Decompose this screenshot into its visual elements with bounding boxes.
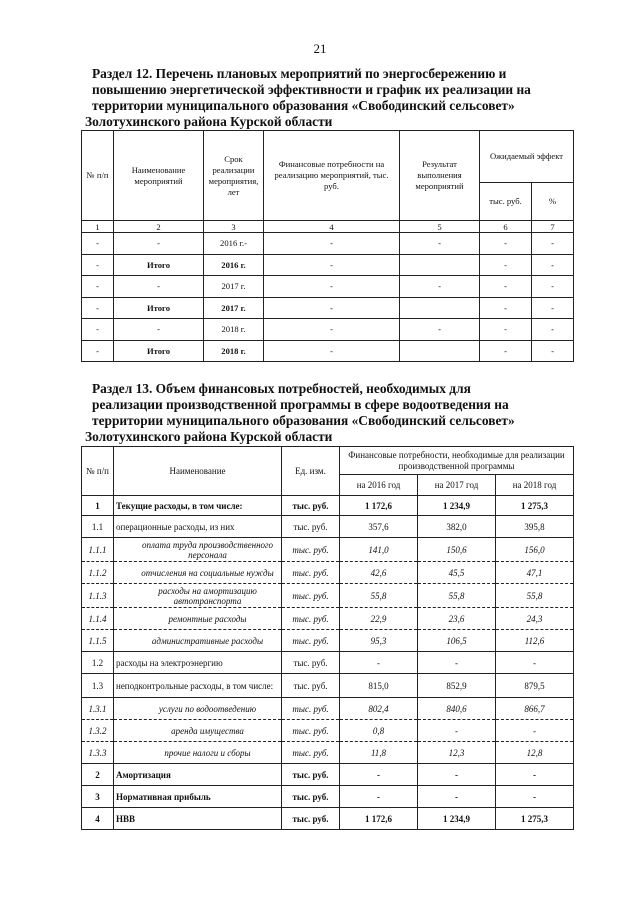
- t13-cell-unit: тыс. руб.: [282, 674, 340, 698]
- t12-cell: -: [82, 319, 114, 341]
- t12-cell: -: [82, 233, 114, 255]
- t13-cell-unit: тыс. руб.: [282, 608, 340, 630]
- t12-cell: 2018 г.: [204, 340, 264, 362]
- t13-cell-v2016: 22,9: [340, 608, 418, 630]
- t12-cell: -: [264, 254, 400, 276]
- t13-cell-v2018: 879,5: [496, 674, 574, 698]
- t13-cell-v2017: -: [418, 720, 496, 742]
- t13-row: [82, 496, 574, 516]
- t13-cell-v2018: 1 275,3: [496, 808, 574, 830]
- t13-cell-v2016: -: [340, 764, 418, 786]
- t13-cell-v2018: 156,0: [496, 538, 574, 562]
- t13-cell-num: 2: [82, 764, 114, 786]
- t12-cell: 2017 г.: [204, 297, 264, 319]
- t13-cell-v2017: -: [418, 764, 496, 786]
- t13-row: [82, 720, 574, 742]
- section12-title-line: территории муниципального образования «Свободинский сельсовет»: [92, 98, 515, 113]
- t13-cell-v2017: -: [418, 652, 496, 674]
- t13-cell-unit: тыс. руб.: [282, 496, 340, 516]
- t13-row: [82, 698, 574, 720]
- t13-cell-name: операционные расходы, из них: [114, 516, 282, 538]
- section13-title-line: Раздел 13. Объем финансовых потребностей, необходимых для: [92, 381, 471, 396]
- t12-row: [82, 233, 574, 255]
- t12-row: [82, 254, 574, 276]
- t13-cell-v2017: 23,6: [418, 608, 496, 630]
- t12-colnum: 1: [82, 221, 114, 233]
- t13-cell-v2018: 866,7: [496, 698, 574, 720]
- t12-cell: -: [532, 319, 574, 341]
- t12-header-term: Срок реализации мероприятия, лет: [204, 131, 264, 221]
- t12-cell: -: [264, 319, 400, 341]
- t13-cell-unit: тыс. руб.: [282, 630, 340, 652]
- t12-cell: 2017 г.: [204, 276, 264, 298]
- t13-cell-v2017: -: [418, 786, 496, 808]
- t12-cell: [400, 297, 480, 319]
- t13-row: [82, 608, 574, 630]
- t13-cell-v2018: 112,6: [496, 630, 574, 652]
- t12-cell: -: [264, 340, 400, 362]
- t13-cell-name: неподконтрольные расходы, в том числе:: [114, 674, 282, 698]
- t13-cell-name: отчисления на социальные нужды: [114, 562, 282, 584]
- t12-colnum: 6: [480, 221, 532, 233]
- section12-table: [81, 130, 574, 362]
- t13-row: [82, 808, 574, 830]
- t13-cell-v2017: 55,8: [418, 584, 496, 608]
- t13-cell-num: 1.3.1: [82, 698, 114, 720]
- t13-header-name: Наименование: [114, 447, 282, 496]
- t13-cell-name: НВВ: [114, 808, 282, 830]
- t13-cell-v2016: 55,8: [340, 584, 418, 608]
- t13-cell-num: 1.1: [82, 516, 114, 538]
- t13-cell-v2018: 395,8: [496, 516, 574, 538]
- t13-cell-unit: тыс. руб.: [282, 720, 340, 742]
- section12-title: [85, 66, 577, 130]
- t12-header-effect-rub: тыс. руб.: [480, 183, 532, 221]
- t13-cell-v2017: 106,5: [418, 630, 496, 652]
- t12-cell: [400, 340, 480, 362]
- section13-title-line: реализации производственной программы в сфере водоотведения на: [92, 397, 509, 412]
- t12-cell: [400, 254, 480, 276]
- t13-cell-name: расходы на амортизацию автотранспорта: [114, 584, 282, 608]
- t12-cell: -: [532, 233, 574, 255]
- t12-row: [82, 276, 574, 298]
- t13-cell-name: прочие налоги и сборы: [114, 742, 282, 764]
- t13-cell-unit: тыс. руб.: [282, 764, 340, 786]
- t12-cell: -: [480, 254, 532, 276]
- t12-row: [82, 319, 574, 341]
- t13-cell-v2018: 47,1: [496, 562, 574, 584]
- t12-cell: -: [400, 276, 480, 298]
- section12-title-line: повышению энергетической эффективности и график их реализации на: [92, 82, 531, 97]
- t12-header-effect-pct: %: [532, 183, 574, 221]
- t13-cell-v2017: 150,6: [418, 538, 496, 562]
- t12-header-name: Наименование мероприятий: [114, 131, 204, 221]
- t13-cell-name: административные расходы: [114, 630, 282, 652]
- t13-cell-num: 1.3.2: [82, 720, 114, 742]
- t13-cell-name: аренда имущества: [114, 720, 282, 742]
- section13-title: [85, 381, 577, 445]
- t13-cell-name: оплата труда производственного персонала: [114, 538, 282, 562]
- t12-row: [82, 340, 574, 362]
- section13-table: [81, 446, 574, 830]
- t13-header-2018: на 2018 год: [496, 475, 574, 496]
- t13-cell-unit: тыс. руб.: [282, 742, 340, 764]
- t12-cell: -: [532, 254, 574, 276]
- t12-cell: Итого: [114, 297, 204, 319]
- t12-cell: -: [264, 233, 400, 255]
- t12-cell: -: [480, 233, 532, 255]
- t12-cell: -: [532, 297, 574, 319]
- t13-cell-v2017: 382,0: [418, 516, 496, 538]
- t13-row: [82, 630, 574, 652]
- t12-colnum: 7: [532, 221, 574, 233]
- t12-colnum: 3: [204, 221, 264, 233]
- t13-cell-v2016: 11,8: [340, 742, 418, 764]
- t13-cell-v2017: 1 234,9: [418, 496, 496, 516]
- t12-cell: -: [114, 276, 204, 298]
- t13-cell-v2016: 1 172,6: [340, 496, 418, 516]
- t13-cell-v2016: 0,8: [340, 720, 418, 742]
- t12-cell: -: [480, 297, 532, 319]
- t12-cell: -: [400, 233, 480, 255]
- t13-cell-v2016: 802,4: [340, 698, 418, 720]
- t13-row: [82, 742, 574, 764]
- t13-cell-num: 1.1.4: [82, 608, 114, 630]
- t12-cell: -: [532, 276, 574, 298]
- t13-header-2017: на 2017 год: [418, 475, 496, 496]
- t13-cell-unit: тыс. руб.: [282, 538, 340, 562]
- t13-cell-unit: тыс. руб.: [282, 516, 340, 538]
- t13-cell-v2018: 55,8: [496, 584, 574, 608]
- t13-cell-v2016: 1 172,6: [340, 808, 418, 830]
- t13-header-finance: Финансовые потребности, необходимые для реализации производственной программы: [340, 447, 574, 475]
- section13-title-tail: Золотухинского района Курской области: [85, 429, 333, 444]
- t13-header-unit: Ед. изм.: [282, 447, 340, 496]
- t13-cell-name: расходы на электроэнергию: [114, 652, 282, 674]
- t13-cell-unit: тыс. руб.: [282, 786, 340, 808]
- t13-cell-num: 4: [82, 808, 114, 830]
- t13-cell-v2018: -: [496, 764, 574, 786]
- t12-colnum: 2: [114, 221, 204, 233]
- t13-cell-v2018: -: [496, 720, 574, 742]
- t12-cell: -: [82, 340, 114, 362]
- t13-row: [82, 562, 574, 584]
- t12-colnum: 5: [400, 221, 480, 233]
- t12-cell: Итого: [114, 254, 204, 276]
- t13-cell-v2018: -: [496, 786, 574, 808]
- t13-row: [82, 652, 574, 674]
- t13-cell-v2017: 840,6: [418, 698, 496, 720]
- t13-row: [82, 764, 574, 786]
- t12-cell: -: [264, 276, 400, 298]
- t13-cell-name: Нормативная прибыль: [114, 786, 282, 808]
- t13-cell-v2018: 12,8: [496, 742, 574, 764]
- section12-title-tail: Золотухинского района Курской области: [85, 114, 333, 129]
- t13-cell-v2016: -: [340, 652, 418, 674]
- t13-cell-v2016: 42,6: [340, 562, 418, 584]
- t13-cell-unit: тыс. руб.: [282, 584, 340, 608]
- t12-cell: -: [82, 276, 114, 298]
- t13-header-num: № п/п: [82, 447, 114, 496]
- t13-cell-num: 1.1.5: [82, 630, 114, 652]
- t12-cell: -: [532, 340, 574, 362]
- t13-cell-v2017: 45,5: [418, 562, 496, 584]
- t13-cell-v2017: 12,3: [418, 742, 496, 764]
- section12-title-line: Раздел 12. Перечень плановых мероприятий по энергосбережению и: [92, 66, 507, 81]
- t12-cell: Итого: [114, 340, 204, 362]
- t12-header-finance: Финансовые потребности на реализацию мероприятий, тыс. руб.: [264, 131, 400, 221]
- t13-cell-unit: тыс. руб.: [282, 652, 340, 674]
- t13-cell-num: 1.1.1: [82, 538, 114, 562]
- t12-row: [82, 297, 574, 319]
- t12-cell: -: [264, 297, 400, 319]
- t13-cell-name: услуги по водоотведению: [114, 698, 282, 720]
- t12-cell: -: [480, 340, 532, 362]
- section13-title-line: территории муниципального образования «Свободинский сельсовет»: [92, 413, 515, 428]
- t12-cell: 2016 г.-: [204, 233, 264, 255]
- t12-colnum-row: [82, 221, 574, 233]
- t13-cell-num: 1.2: [82, 652, 114, 674]
- t13-cell-unit: тыс. руб.: [282, 698, 340, 720]
- t13-cell-num: 1.3: [82, 674, 114, 698]
- t13-row: [82, 674, 574, 698]
- t12-header-num: № п/п: [82, 131, 114, 221]
- t12-cell: -: [82, 254, 114, 276]
- t12-header-effect: Ожидаемый эффект: [480, 131, 574, 183]
- t13-cell-num: 1.1.3: [82, 584, 114, 608]
- t13-cell-v2016: 357,6: [340, 516, 418, 538]
- t12-cell: -: [114, 319, 204, 341]
- t12-colnum: 4: [264, 221, 400, 233]
- t12-cell: 2016 г.: [204, 254, 264, 276]
- t13-row: [82, 538, 574, 562]
- t13-cell-name: Текущие расходы, в том числе:: [114, 496, 282, 516]
- t13-cell-name: ремонтные расходы: [114, 608, 282, 630]
- t13-cell-num: 3: [82, 786, 114, 808]
- t13-cell-num: 1: [82, 496, 114, 516]
- t12-cell: -: [400, 319, 480, 341]
- t13-cell-name: Амортизация: [114, 764, 282, 786]
- t13-cell-unit: тыс. руб.: [282, 562, 340, 584]
- t12-cell: 2018 г.: [204, 319, 264, 341]
- t13-cell-v2018: -: [496, 652, 574, 674]
- t12-cell: -: [82, 297, 114, 319]
- t13-cell-num: 1.1.2: [82, 562, 114, 584]
- t13-cell-v2017: 1 234,9: [418, 808, 496, 830]
- page-number: 21: [313, 41, 327, 56]
- t12-header-result: Результат выполнения мероприятий: [400, 131, 480, 221]
- t12-cell: -: [480, 276, 532, 298]
- t13-cell-v2018: 1 275,3: [496, 496, 574, 516]
- t12-cell: -: [114, 233, 204, 255]
- t13-cell-v2016: 95,3: [340, 630, 418, 652]
- t13-cell-unit: тыс. руб.: [282, 808, 340, 830]
- t13-row: [82, 786, 574, 808]
- t13-cell-v2016: 141,0: [340, 538, 418, 562]
- t13-row: [82, 584, 574, 608]
- t13-cell-v2018: 24,3: [496, 608, 574, 630]
- t13-cell-v2016: -: [340, 786, 418, 808]
- t13-cell-v2016: 815,0: [340, 674, 418, 698]
- t12-cell: -: [480, 319, 532, 341]
- t13-row: [82, 516, 574, 538]
- t13-cell-v2017: 852,9: [418, 674, 496, 698]
- t13-header-2016: на 2016 год: [340, 475, 418, 496]
- t13-cell-num: 1.3.3: [82, 742, 114, 764]
